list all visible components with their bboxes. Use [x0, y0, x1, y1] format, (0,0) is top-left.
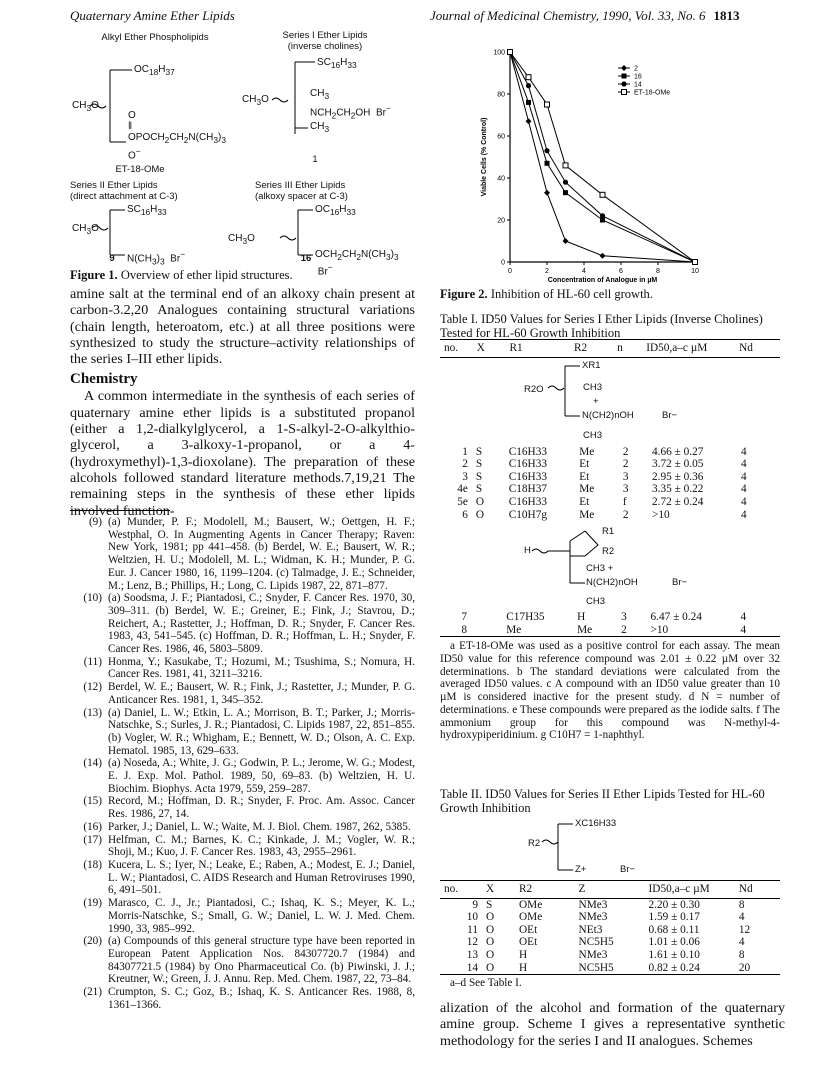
figure-2-caption-text: Inhibition of HL-60 cell growth.	[490, 287, 653, 301]
reference-number: (15)	[83, 795, 102, 808]
data-point	[526, 100, 531, 105]
table-cell: >10	[650, 623, 669, 636]
table-cell: 8	[738, 898, 745, 911]
struct1-n: N(CH2)nOH	[582, 409, 634, 421]
data-point	[544, 190, 550, 196]
column-header: no.	[440, 340, 473, 358]
table-cell: 11	[467, 923, 479, 936]
table-cell: 6.47 ± 0.24	[650, 611, 702, 624]
reference-item	[70, 986, 415, 1011]
table-cell: 1.59 ± 0.17	[648, 911, 700, 924]
x-tick-label: 4	[582, 268, 586, 275]
right-body	[440, 1000, 785, 1049]
struct2-ch3b: CH3	[586, 596, 606, 608]
s2-methoxy: $CH_3O$	[72, 223, 99, 236]
table-cell: Me	[579, 483, 595, 496]
struct-t2-r2: R2	[528, 838, 541, 849]
table-cell: O	[486, 961, 495, 974]
table-cell: O	[486, 936, 495, 949]
et18-phosphate: O ‖ $OPOCH_2CH_2N(CH_3)_3$ O−	[128, 110, 227, 162]
figure-1-caption	[70, 268, 293, 283]
table-cell: 2	[621, 623, 627, 636]
reference-item	[70, 897, 415, 935]
table-cell: 4	[740, 623, 747, 636]
struct1-ch3a: CH3	[583, 381, 603, 393]
table-cell: Me	[579, 445, 595, 458]
label-series1-a: Series I Ether Lipids	[282, 30, 368, 41]
reference-number: (18)	[83, 858, 102, 871]
figure-1-caption-text: Overview of ether lipid structures.	[120, 268, 293, 282]
struct2-ch3a: CH3 +	[586, 563, 614, 575]
table-2-structure	[440, 818, 780, 878]
table-cell: 1.01 ± 0.06	[648, 936, 700, 949]
legend-label: 14	[634, 81, 642, 89]
figure-2-chart	[450, 30, 750, 285]
table-cell: O	[486, 948, 495, 961]
table-cell: C16H33	[508, 495, 548, 508]
data-point	[600, 253, 606, 259]
s1-methoxy: $CH_3O$	[242, 94, 269, 107]
reference-text: (a) Noseda, A.; White, J. G.; Godwin, P. L.; Jerome, W. G.; Modest, E. J. Exp. Mol. Pathol. 1989, 50, 69–83. (b) Weltzien, H. U. Biochim. Biophys. Acta 1979, 559, 259–287.	[108, 757, 415, 795]
table-cell: 3.35 ± 0.22	[652, 483, 704, 496]
table-cell: OMe	[519, 898, 543, 911]
reference-item	[70, 707, 415, 758]
reference-number: (21)	[83, 986, 102, 999]
reference-number: (9)	[88, 516, 102, 528]
reference-text: Marasco, C. J., Jr.; Piantadosi, C.; Ishaq, K. S.; Meyer, K. L.; Morris-Natschke, S.; Small, G. W.; Daniel, L. W. J. Med. Chem. 1990, 33, 985–992.	[108, 897, 415, 935]
column-header: X	[473, 340, 506, 358]
data-point	[545, 161, 550, 166]
s2-chain: $SC_{16}H_{33}$	[127, 204, 167, 217]
table-row	[440, 936, 780, 949]
table-cell: Et	[579, 495, 590, 508]
y-tick-label: 100	[493, 49, 505, 57]
left-body	[70, 286, 415, 519]
table-cell: Me	[506, 623, 522, 636]
data-point	[544, 148, 549, 153]
struct-t2-br: Br−	[620, 864, 636, 875]
reference-text: Kucera, L. S.; Iyer, N.; Leake, E.; Raben, A.; Modest, E. J.; Daniel, L. W.; Piantadosi, C. AIDS Research and Human Retroviruses 1990, 6, 491–501.	[108, 858, 415, 897]
s3-amine: $OCH_2CH_2N(CH_3)_3$ Br−	[315, 249, 399, 278]
table-row	[440, 611, 780, 624]
data-point	[526, 75, 531, 80]
label-series3-b: (alkoxy spacer at C-3)	[255, 191, 348, 202]
table-cell: NC5H5	[578, 961, 614, 974]
label-series2-b: (direct attachment at C-3)	[70, 191, 178, 202]
reference-number: (16)	[83, 820, 102, 833]
figure-2-caption	[440, 287, 653, 302]
table-cell: Me	[577, 623, 593, 636]
table-cell: 10	[466, 911, 479, 924]
table-cell: NMe3	[578, 898, 608, 911]
table-row	[440, 962, 780, 975]
struct1-xr1: XR1	[582, 359, 601, 371]
reference-item	[70, 592, 415, 656]
reference-number: (10)	[83, 592, 102, 605]
label-1: 1	[312, 154, 318, 165]
running-title: Quaternary Amine Ether Lipids	[70, 8, 235, 23]
table-2-footnote: a–d See Table I.	[450, 977, 522, 990]
reference-text: Record, M.; Hoffman, D. R.; Snyder, F. Proc. Am. Assoc. Cancer Res. 1986, 27, 14.	[108, 795, 415, 821]
column-header: R1	[505, 340, 569, 358]
legend-marker	[621, 81, 626, 86]
column-header: ID50,a–c µM	[642, 340, 735, 358]
x-tick-label: 8	[656, 268, 660, 275]
s2-amine: $N(CH_3)_3$ Br−	[127, 249, 186, 267]
reference-item	[70, 859, 415, 897]
table-cell: 4	[741, 495, 747, 508]
table-cell: S	[475, 458, 483, 471]
table-cell: 8	[738, 948, 745, 961]
table-row	[440, 496, 780, 509]
reference-number: (11)	[83, 655, 102, 668]
y-tick-label: 0	[501, 259, 505, 267]
struct2-h: H	[524, 545, 531, 557]
table-row	[440, 509, 780, 522]
data-point	[600, 192, 605, 197]
journal-header	[430, 8, 740, 24]
legend-marker	[622, 90, 627, 95]
struct2-r2: R2	[602, 546, 615, 558]
struct1-r2o: R2O	[524, 383, 544, 395]
reference-text: Helfman, C. M.; Barnes, K. C.; Kinkade, J. M.; Vogler, W. R.; Shoji, M.; Kuo, J. F. Cancer Res. 1983, 43, 2955–2961.	[108, 833, 415, 859]
reference-item	[70, 681, 415, 706]
table-cell	[471, 624, 502, 637]
x-tick-label: 6	[619, 268, 623, 275]
table-1-footnote: a ET-18-OMe was used as a positive control for each assay. The mean ID50 value for this reference compound was 2.01 ± 0.22 µM over 32 determinations. b The standard deviations were calculated from the averaged ID50 values. c A compound with an ID50 value greater than 10 µM is considered inactive for the present study. d N = number of determinations. e These compounds were prepared as the iodide salts. f The ammonium group for this compound was N-methyl-4-hydroxypiperidinium. g C10H7 = 1-naphthyl.	[440, 640, 780, 742]
page-number: 1813	[713, 8, 740, 23]
table-1-title: Table I. ID50 Values for Series I Ether Lipids (Inverse Cholines) Tested for HL-60 Growth Inhibition	[440, 312, 763, 340]
reference-text: Parker, J.; Daniel, L. W.; Waite, M. J. Biol. Chem. 1987, 262, 5385.	[108, 820, 411, 833]
reference-number: (19)	[83, 897, 102, 910]
table-cell: NMe3	[578, 911, 608, 924]
x-tick-label: 0	[508, 268, 512, 275]
reference-text: (a) Compounds of this general structure type have been reported in European Patent Application Nos. 84307720.7 (1984) and 84307721.5 (1984) by Ono Pharmaceutical Co. (b) Piwinski, J. J.; Kreutner, W.; Green, J. J. Annu. Rep. Med. Chem. 1987, 22, 73–84.	[108, 935, 415, 986]
table-cell: OMe	[519, 911, 543, 924]
y-tick-label: 80	[497, 91, 505, 99]
table-cell: C16H33	[508, 458, 548, 471]
data-point	[563, 238, 569, 244]
column-header: X	[482, 881, 515, 899]
reference-number: (14)	[83, 757, 102, 770]
table-cell: 12	[466, 936, 479, 949]
column-header: ID50,a–c µM	[645, 881, 735, 899]
table-cell: NEt3	[578, 923, 603, 936]
table-cell: 4	[741, 470, 747, 483]
table-cell: 2	[622, 445, 629, 458]
table-cell: f	[622, 495, 627, 508]
data-point	[508, 50, 513, 55]
legend-label: 2	[634, 65, 638, 73]
legend-marker	[622, 74, 627, 79]
figure-2-label: Figure 2.	[440, 287, 488, 301]
table-1-structure	[440, 358, 780, 446]
column-header: no.	[440, 881, 482, 899]
reference-item	[70, 795, 415, 820]
struct2-r1: R1	[602, 526, 615, 538]
y-tick-label: 60	[497, 133, 505, 141]
table-cell: 4	[738, 936, 745, 949]
y-tick-label: 40	[497, 175, 505, 183]
table-cell: O	[486, 911, 495, 924]
table-cell: 2.20 ± 0.30	[648, 898, 700, 911]
table-cell: 4	[740, 611, 747, 624]
reference-list	[70, 516, 415, 1011]
label-series1-b: (inverse cholines)	[287, 41, 363, 52]
table-row	[440, 924, 780, 937]
table-1	[440, 339, 780, 742]
table-cell: 20	[738, 961, 751, 974]
table-cell: S	[475, 483, 483, 496]
et18-chain: $OC_{18}H_{37}$	[134, 64, 175, 77]
reference-text: Honma, Y.; Kasukabe, T.; Hozumi, M.; Tsushima, S.; Nomura, H. Cancer Res. 1981, 41, 3211–3216.	[108, 655, 415, 681]
table-cell: C18H37	[508, 483, 548, 496]
structure-drawings	[70, 30, 410, 265]
column-header: Nd	[735, 340, 780, 358]
table-cell: 4	[738, 911, 745, 924]
table-cell: 4e	[457, 483, 468, 496]
reference-item	[70, 757, 415, 795]
table-cell: O	[486, 923, 495, 936]
table-cell: H	[519, 948, 528, 961]
x-tick-label: 10	[691, 268, 699, 275]
y-tick-label: 20	[497, 217, 505, 225]
data-point	[545, 102, 550, 107]
struct-t2-z: Z+	[575, 864, 587, 875]
table-cell: 6	[462, 508, 468, 521]
table-cell: NC5H5	[578, 936, 614, 949]
reference-text: Crumpton, S. C.; Goz, B.; Ishaq, K. S. Anticancer Res. 1988, 8, 1361–1366.	[108, 986, 415, 1011]
reference-number: (17)	[83, 833, 102, 846]
table-cell: 0.68 ± 0.11	[648, 923, 700, 936]
struct-t2-x: XC16H33	[575, 818, 617, 829]
table-row	[440, 911, 780, 924]
struct2-n: N(CH2)nOH	[586, 577, 638, 589]
table-cell: 3	[462, 470, 468, 483]
reference-item	[70, 834, 415, 859]
reference-item	[70, 935, 415, 986]
paragraph-1: amine salt at the terminal end of an alkoxy chain present at carbon-3.2,20 Analogues containing structural variations (chain length, heteroatom, etc.) at all three positions were synthesized to study the structure–activity relationships of the series I–III ether lipids.	[70, 286, 415, 368]
struct1-plus: +	[593, 395, 599, 407]
struct1-br: Br−	[662, 409, 678, 421]
data-point	[563, 190, 568, 195]
table-1-structure-2	[440, 521, 780, 611]
x-tick-label: 2	[545, 268, 549, 275]
s1-amine: $CH_3$ $NCH_2CH_2OH$ Br− $CH_3$	[310, 88, 391, 135]
table-cell: Et	[579, 458, 590, 471]
table-cell: 3	[622, 470, 629, 483]
label-9: 9	[109, 253, 115, 264]
table-cell: C16H33	[508, 470, 548, 483]
table-cell: NMe3	[578, 948, 608, 961]
table-cell: S	[475, 470, 483, 483]
table-row	[440, 483, 780, 496]
label-et18: ET-18-OMe	[115, 164, 165, 175]
table-2	[440, 880, 780, 990]
y-axis-label: Viable Cells (% Control)	[481, 117, 488, 197]
table-cell: 5e	[457, 495, 468, 508]
paragraph-2: A common intermediate in the synthesis of each series of quaternary amine ether lipids is a substituted propanol (either a 1,2-dialkylglycerol, a 1-S-alkyl-2-O-alkylthio-glycerol, a 3-alkoxy-1-propanol, or a 4-(hydroxymethyl)-1,3-dioxolane). The preparation of these alcohols followed standard literature methods.7,19,21 The remaining steps in the synthesis of these ether lipids involved function-	[70, 388, 415, 519]
table-cell: 4	[741, 508, 747, 521]
table-cell: 3	[622, 483, 629, 496]
column-header: R2	[515, 881, 575, 899]
table-row	[440, 898, 780, 911]
table-cell: Et	[579, 470, 590, 483]
reference-number: (20)	[83, 935, 102, 948]
table-row	[440, 624, 780, 637]
table-cell: C17H35	[506, 611, 545, 624]
x-axis-label: Concentration of Analogue in µM	[547, 277, 658, 284]
table-cell: OEt	[519, 936, 538, 949]
table-cell: 2.95 ± 0.36	[652, 470, 704, 483]
reference-text: (a) Munder, P. F.; Modolell, M.; Bausert, W.; Oettgen, H. F.; Westphal, O. In Augmenting Agents in Cancer Therapy; Raven: New York, 1981; pp 441–458. (b) Berdel, W. E.; Bausert, W. R.; Weltzien, H. U.; Modolell, M. L.; Widman, K. H.; Munder, P. G. Eur. J. Cancer 1980, 16, 1199–1204. (c) Talmadge, J. E.; Schneider, M.; Lenz, B.; Phillips, H.; Long, C. Lipids 1987, 22, 871–877.	[108, 516, 415, 592]
column-header: n	[613, 340, 642, 358]
reference-number: (13)	[83, 706, 102, 719]
table-cell: 9	[472, 898, 479, 911]
data-point	[526, 118, 532, 124]
chemistry-heading: Chemistry	[70, 371, 138, 388]
reference-text: (a) Soodsma, J. F.; Piantadosi, C.; Snyder, F. Cancer Res. 1970, 30, 309–311. (b) Berdel, W. E.; Greiner, E.; Fink, J.; Stavrou, D.; Reichert, A.; Rastetter, J.; Hoffman, D. R.; Snyder, F. Cancer Res. 1983, 43, 541–545. (c) Hoffman, D. R.; Hoffman, L. H.; Snyder, F. Cancer Res. 1986, 46, 5803–5809.	[108, 592, 415, 656]
table-cell: C16H33	[508, 445, 548, 458]
label-16: 16	[300, 253, 312, 264]
table-cell: C10H7g	[508, 508, 548, 521]
legend-label: ET-18-OMe	[634, 89, 671, 97]
table-cell: 7	[461, 611, 467, 624]
table-cell: 2	[622, 508, 629, 521]
legend-marker	[621, 65, 627, 71]
column-header: Nd	[735, 881, 780, 899]
table-cell: 3.72 ± 0.05	[652, 458, 704, 471]
et18-methoxy: $CH_3O$	[72, 100, 99, 113]
table-cell	[471, 611, 502, 624]
reference-text: (a) Daniel, L. W.; Etkin, L. A.; Morrison, B. T.; Parker, J.; Morris-Natschke, S.; Surles, J. R.; Piantadosi, C. Lipids 1987, 22, 851–855. (b) Vogler, W. R.; Whigham, E.; Bennett, W. D.; Olson, A. C. Exp. Hematol. 1985, 13, 629–633.	[108, 706, 415, 757]
table-row	[440, 446, 780, 459]
table-2-title: Table II. ID50 Values for Series II Ether Lipids Tested for HL-60 Growth Inhibition	[440, 787, 765, 815]
legend-label: 16	[634, 73, 642, 81]
table-cell: S	[486, 898, 493, 911]
table-1-structure-lines	[440, 358, 780, 446]
label-series3-a: Series III Ether Lipids	[255, 180, 346, 191]
table-cell: 12	[738, 923, 751, 936]
table-cell: O	[475, 495, 485, 508]
struct1-ch3b: CH3	[583, 429, 603, 441]
table-cell: 4.66 ± 0.27	[652, 445, 704, 458]
table-cell: 14	[466, 961, 479, 974]
journal-name: Journal of Medicinal Chemistry, 1990, Vol. 33, No. 6	[430, 8, 706, 23]
table-cell: 1	[462, 445, 468, 458]
table-cell: OEt	[519, 923, 538, 936]
table-cell: 13	[466, 948, 479, 961]
table-cell: 1.61 ± 0.10	[648, 948, 700, 961]
reference-divider	[70, 510, 170, 511]
table-cell: H	[577, 611, 586, 624]
reference-item	[70, 516, 415, 592]
data-point	[563, 180, 568, 185]
table-row	[440, 949, 780, 962]
table-cell: 0.82 ± 0.24	[648, 961, 700, 974]
column-header: R2	[570, 340, 613, 358]
table-cell: Me	[579, 508, 595, 521]
data-point	[526, 83, 531, 88]
label-series2-a: Series II Ether Lipids	[70, 180, 158, 191]
table-cell: >10	[652, 508, 670, 521]
struct2-br: Br−	[672, 577, 688, 589]
table-cell: 4	[741, 483, 747, 496]
table-cell: 2.72 ± 0.24	[652, 495, 704, 508]
reference-item	[70, 656, 415, 681]
table-cell: 2	[462, 458, 468, 471]
table-cell: O	[475, 508, 485, 521]
table-cell: 3	[621, 611, 627, 624]
s3-methoxy: $CH_3O$	[228, 233, 255, 246]
data-point	[600, 213, 605, 218]
table-cell: S	[475, 445, 483, 458]
paragraph-right: alization of the alcohol and formation of the quaternary amine group. Scheme I gives a representative synthetic methodology for the series I and II analogues. Schemes	[440, 1000, 785, 1049]
series-line-1	[510, 52, 695, 262]
label-alkyl-ether: Alkyl Ether Phospholipids	[101, 32, 209, 43]
s1-chain: $SC_{16}H_{33}$	[317, 57, 357, 70]
table-cell: 8	[461, 623, 467, 636]
table-cell: 4	[741, 458, 747, 471]
reference-item	[70, 821, 415, 834]
table-row	[440, 458, 780, 471]
data-point	[563, 163, 568, 168]
figure-1-label: Figure 1.	[70, 268, 118, 282]
table-cell: 4	[741, 445, 747, 458]
data-point	[693, 260, 698, 265]
table-row	[440, 471, 780, 484]
s3-chain: $OC_{16}H_{33}$	[315, 204, 356, 217]
column-header: Z	[575, 881, 645, 899]
reference-number: (12)	[83, 681, 102, 694]
table-cell: 2	[622, 458, 629, 471]
reference-text: Berdel, W. E.; Bausert, W. R.; Fink, J.; Rastetter, J.; Munder, P. G. Anticancer Res. 1981, 1, 345–352.	[108, 681, 415, 706]
table-cell: H	[519, 961, 528, 974]
